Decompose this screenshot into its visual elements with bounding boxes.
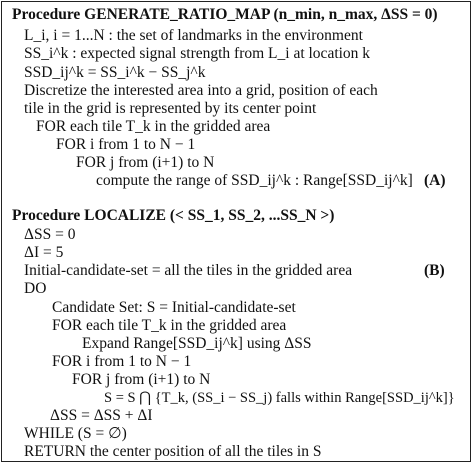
procedure-a-line: SSD_ij^k = SS_i^k − SS_j^k [24, 64, 206, 81]
procedure-b-line: WHILE (S = ∅) [24, 425, 127, 442]
procedure-b-line: ΔI = 5 [24, 244, 64, 261]
procedure-a-line: Discretize the interested area into a grid, position of each [24, 82, 378, 99]
procedure-a-header: Procedure GENERATE_RATIO_MAP (n_min, n_max, ΔSS = 0) [12, 6, 438, 23]
procedure-a-line: tile in the grid is represented by its center point [24, 100, 317, 117]
procedure-a-line: L_i, i = 1...N : the set of landmarks in the environment [24, 27, 363, 44]
procedure-b-header: Procedure LOCALIZE (< SS_1, SS_2, ...SS_N >) [12, 207, 335, 224]
procedure-a-line: FOR each tile T_k in the gridded area [36, 118, 271, 135]
procedure-b-line: FOR each tile T_k in the gridded area [52, 317, 287, 334]
procedure-b-line: RETURN the center position of all the tiles in S [24, 443, 322, 460]
procedure-b-tag: (B) [424, 262, 445, 279]
procedure-b-line: Initial-candidate-set = all the tiles in the gridded area [24, 262, 353, 279]
procedure-b-line: Candidate Set: S = Initial-candidate-set [52, 299, 296, 316]
procedure-a-tag: (A) [424, 172, 446, 189]
procedure-b-line: ΔSS = 0 [24, 226, 76, 243]
procedure-a-line: FOR i from 1 to N − 1 [56, 136, 196, 153]
procedure-a-line: compute the range of SSD_ij^k : Range[SSD_ij^k] [96, 172, 413, 189]
algorithm-box [1, 1, 471, 462]
procedure-a-line: FOR j from (i+1) to N [76, 154, 215, 171]
procedure-b-line: FOR j from (i+1) to N [72, 371, 211, 388]
procedure-a-line: SS_i^k : expected signal strength from L_i at location k [24, 45, 371, 62]
procedure-b-line: S = S ⋂ {T_k, (SS_i − SS_j) falls within Range[SSD_ij^k]} [104, 390, 455, 406]
procedure-b-line: DO [24, 280, 47, 297]
procedure-b-line: ΔSS = ΔSS + ΔI [50, 407, 153, 424]
procedure-b-line: Expand Range[SSD_ij^k] using ΔSS [82, 335, 312, 352]
procedure-b-line: FOR i from 1 to N − 1 [52, 353, 192, 370]
